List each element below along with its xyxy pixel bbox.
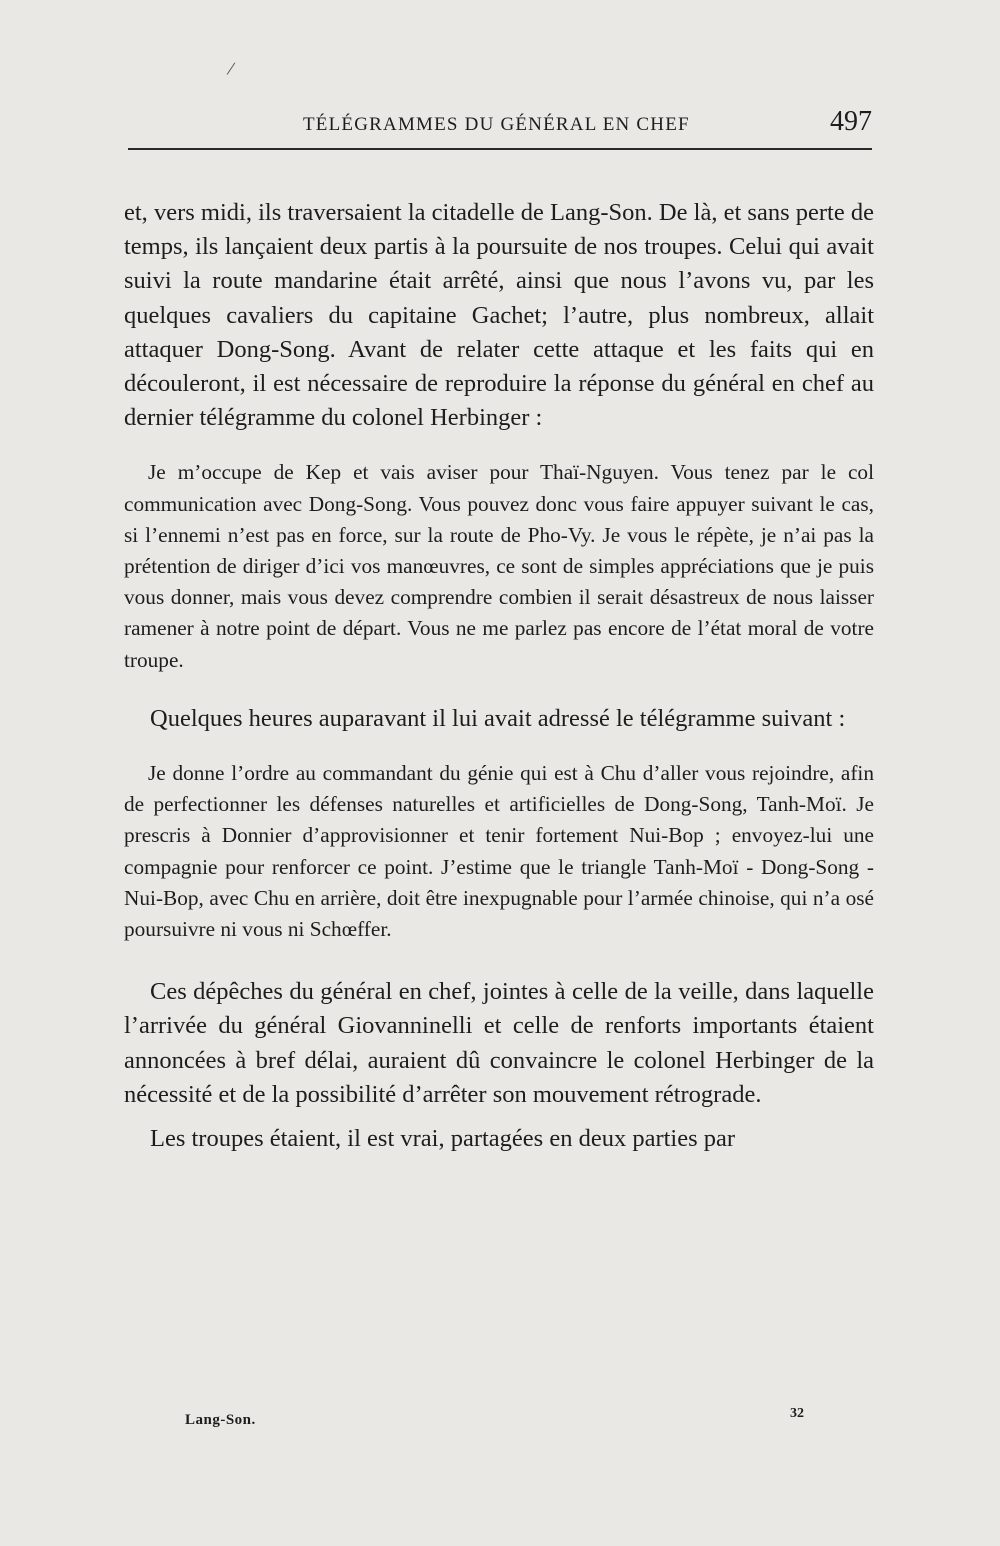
footer — [185, 1406, 825, 1442]
paragraph-conclusion: Ces dépêches du général en chef, jointes à celle de la veille, dans laquelle l’arrivée du général Giovanninelli et celle de renforts importants étaient annoncées à bref délai, auraient dû convaincre le colonel Herbinger de la nécessité et de la possibilité d’arrêter son mouvement rétrograde. — [124, 978, 874, 1108]
signature-number: 32 — [790, 1406, 804, 1421]
paragraph-last-line: Les troupes étaient, il est vrai, partagées en deux parties par — [150, 1125, 736, 1153]
quoted-telegram-2: Je donne l’ordre au commandant du génie qui est à Chu d’aller vous rejoindre, afin de perfectionner les défenses naturelles et artificielles de Dong-Song, Tanh-Moï. Je prescris à Donnier d’approvisionner et tenir fortement Nui-Bop ; envoyez-lui une compagnie pour renforcer ce point. J’estime que le triangle Tanh-Moï - Dong-Song - Nui-Bop, avec Chu en arrière, doit être inexpugnable pour l’armée chinoise, qui n’a osé poursuivre ni vous ni Schœffer. — [124, 761, 874, 942]
signature-mark: Lang-Son. — [185, 1412, 256, 1428]
page-number: 497 — [830, 106, 872, 137]
stray-pen-mark: / — [225, 57, 237, 81]
text-block — [124, 196, 874, 1156]
paragraph-continuation: et, vers midi, ils traversaient la citadelle de Lang-Son. De là, et sans perte de temps, ils lançaient deux partis à la poursuite de nos troupes. Celui qui avait suivi la route mandarine était arrêté, ainsi que nous l’avons vu, par les quelques cavaliers du capitaine Gachet; l’autre, plus nombreux, allait attaquer Dong-Song. Avant de relater cette attaque et les faits qui en découleront, il est nécessaire de reproduire la réponse du général en chef au dernier télégramme du colonel Herbinger : — [124, 199, 874, 432]
paragraph-intro-telegram: Quelques heures auparavant il lui avait adressé le télégramme suivant : — [150, 704, 846, 732]
header-rule — [128, 148, 872, 150]
quoted-telegram-1: Je m’occupe de Kep et vais aviser pour Thaï-Nguyen. Vous tenez par le col communication avec Dong-Song. Vous pouvez donc vous faire appuyer suivant le cas, si l’ennemi n’est pas en force, sur la route de Pho-Vy. Je vous le répète, je n’ai pas la prétention de diriger d’ici vos manœuvres, ce sont de simples appréciations que je puis vous donner, mais vous devez comprendre combien il serait désastreux de nous laisser ramener à notre point de départ. Vous ne me parlez pas encore de l’état moral de votre troupe. — [124, 460, 874, 672]
running-title: TÉLÉGRAMMES DU GÉNÉRAL EN CHEF — [303, 114, 690, 135]
running-head — [128, 100, 872, 150]
